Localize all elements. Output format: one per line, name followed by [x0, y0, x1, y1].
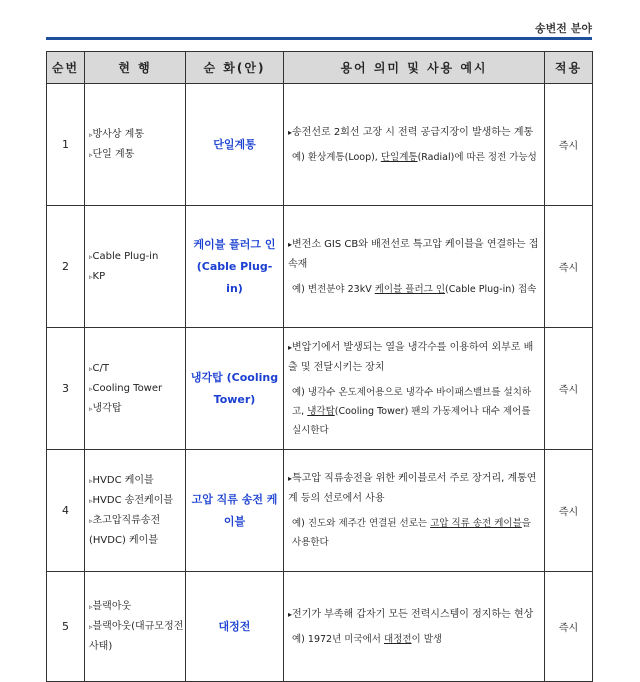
table-row	[47, 572, 593, 682]
current-terms	[85, 328, 186, 450]
example-prefix: 예) 변전분야 23kV	[292, 283, 375, 295]
table-header-row	[47, 52, 593, 84]
term-meaning: ▸ 특고압 직류송전을 위한 케이블로서 주로 장거리, 계통연계 등의 선로에서 사용	[288, 469, 540, 509]
apply-status: 즉시	[545, 328, 593, 450]
purified-term: 냉각탑 (Cooling Tower)	[186, 328, 284, 450]
row-number: 1	[47, 84, 85, 206]
term-description	[284, 572, 545, 682]
example-term: 냉각탑	[307, 405, 335, 417]
current-term: ▹ C/T	[89, 359, 184, 379]
term-meaning: ▸ 전기가 부족해 갑자기 모든 전력시스템이 정지하는 현상	[288, 605, 540, 625]
example-prefix: 예) 환상계통(Loop),	[292, 151, 381, 163]
current-term: ▹ 블랙아웃(대규모정전사태)	[89, 617, 184, 657]
apply-status: 즉시	[545, 572, 593, 682]
term-description	[284, 450, 545, 572]
example-suffix: (Cable Plug-in) 접속	[445, 283, 537, 295]
current-terms	[85, 84, 186, 206]
term-meaning: ▸ 변압기에서 발생되는 열을 냉각수를 이용하여 외부로 배출 및 전달시키는 장치	[288, 338, 540, 378]
apply-status: 즉시	[545, 206, 593, 328]
row-number: 2	[47, 206, 85, 328]
example-prefix: 예) 1972년 미국에서	[292, 633, 385, 645]
usage-example	[288, 514, 540, 552]
current-terms	[85, 572, 186, 682]
usage-example	[288, 383, 540, 440]
current-term: ▹ 초고압직류송전(HVDC) 케이블	[89, 511, 184, 551]
current-term: ▹ Cable Plug-in	[89, 247, 184, 267]
example-term: 고압 직류 송전 케이블	[430, 518, 522, 529]
current-term: ▹ KP	[89, 267, 184, 287]
example-prefix: 예) 냉각수 온도제어용으로 냉각수 바이패스밸브를 설치하고,	[292, 386, 532, 417]
term-description	[284, 206, 545, 328]
term-description	[284, 84, 545, 206]
terms-table	[46, 51, 593, 682]
example-term: 케이블 플러그 인	[374, 283, 446, 295]
current-term: ▹ 단일 계통	[89, 145, 184, 165]
apply-status: 즉시	[545, 450, 593, 572]
current-term: ▹ 냉각탑	[89, 399, 184, 419]
current-term: ▹ 방사상 계통	[89, 125, 184, 145]
usage-example	[288, 148, 540, 167]
usage-example	[288, 630, 540, 649]
example-suffix: 이 발생	[411, 633, 443, 645]
col-header-no: 순번	[47, 52, 85, 84]
apply-status: 즉시	[545, 84, 593, 206]
section-label: 송변전 분야	[535, 22, 592, 35]
example-term: 대정전	[384, 633, 412, 645]
example-suffix: 을 사용한다	[292, 518, 531, 548]
current-terms	[85, 206, 186, 328]
current-terms	[85, 450, 186, 572]
current-term: ▹ Cooling Tower	[89, 379, 184, 399]
term-meaning: ▸ 변전소 GIS CB와 배전선로 특고압 케이블을 연결하는 접속재	[288, 235, 540, 275]
current-term: ▹ 블랙아웃	[89, 597, 184, 617]
col-header-meaning: 용어 의미 및 사용 예시	[284, 52, 545, 84]
row-number: 5	[47, 572, 85, 682]
usage-example	[288, 280, 540, 299]
current-term: ▹ HVDC 송전케이블	[89, 491, 184, 511]
current-term: ▹ HVDC 케이블	[89, 471, 184, 491]
purified-term: 대정전	[186, 572, 284, 682]
table-row	[47, 450, 593, 572]
purified-term: 고압 직류 송전 케이블	[186, 450, 284, 572]
row-number: 4	[47, 450, 85, 572]
row-number: 3	[47, 328, 85, 450]
example-term: 단일계통	[380, 151, 418, 163]
table-row	[47, 328, 593, 450]
term-description	[284, 328, 545, 450]
col-header-apply: 적용	[545, 52, 593, 84]
example-suffix: (Radial)에 따른 정전 가능성	[417, 151, 537, 163]
header-rule	[46, 37, 592, 40]
table-row	[47, 206, 593, 328]
table-row	[47, 84, 593, 206]
purified-term: 케이블 플러그 인 (Cable Plug-in)	[186, 206, 284, 328]
col-header-current: 현 행	[85, 52, 186, 84]
example-prefix: 예) 진도와 제주간 연결된 선로는	[292, 518, 431, 529]
col-header-purified: 순 화(안)	[186, 52, 284, 84]
example-suffix: (Cooling Tower) 팬의 가동제어나 대수 제어를 실시한다	[292, 405, 531, 436]
term-meaning: ▸ 송전선로 2회선 고장 시 전력 공급지장이 발생하는 계통	[288, 123, 540, 143]
purified-term: 단일계통	[186, 84, 284, 206]
